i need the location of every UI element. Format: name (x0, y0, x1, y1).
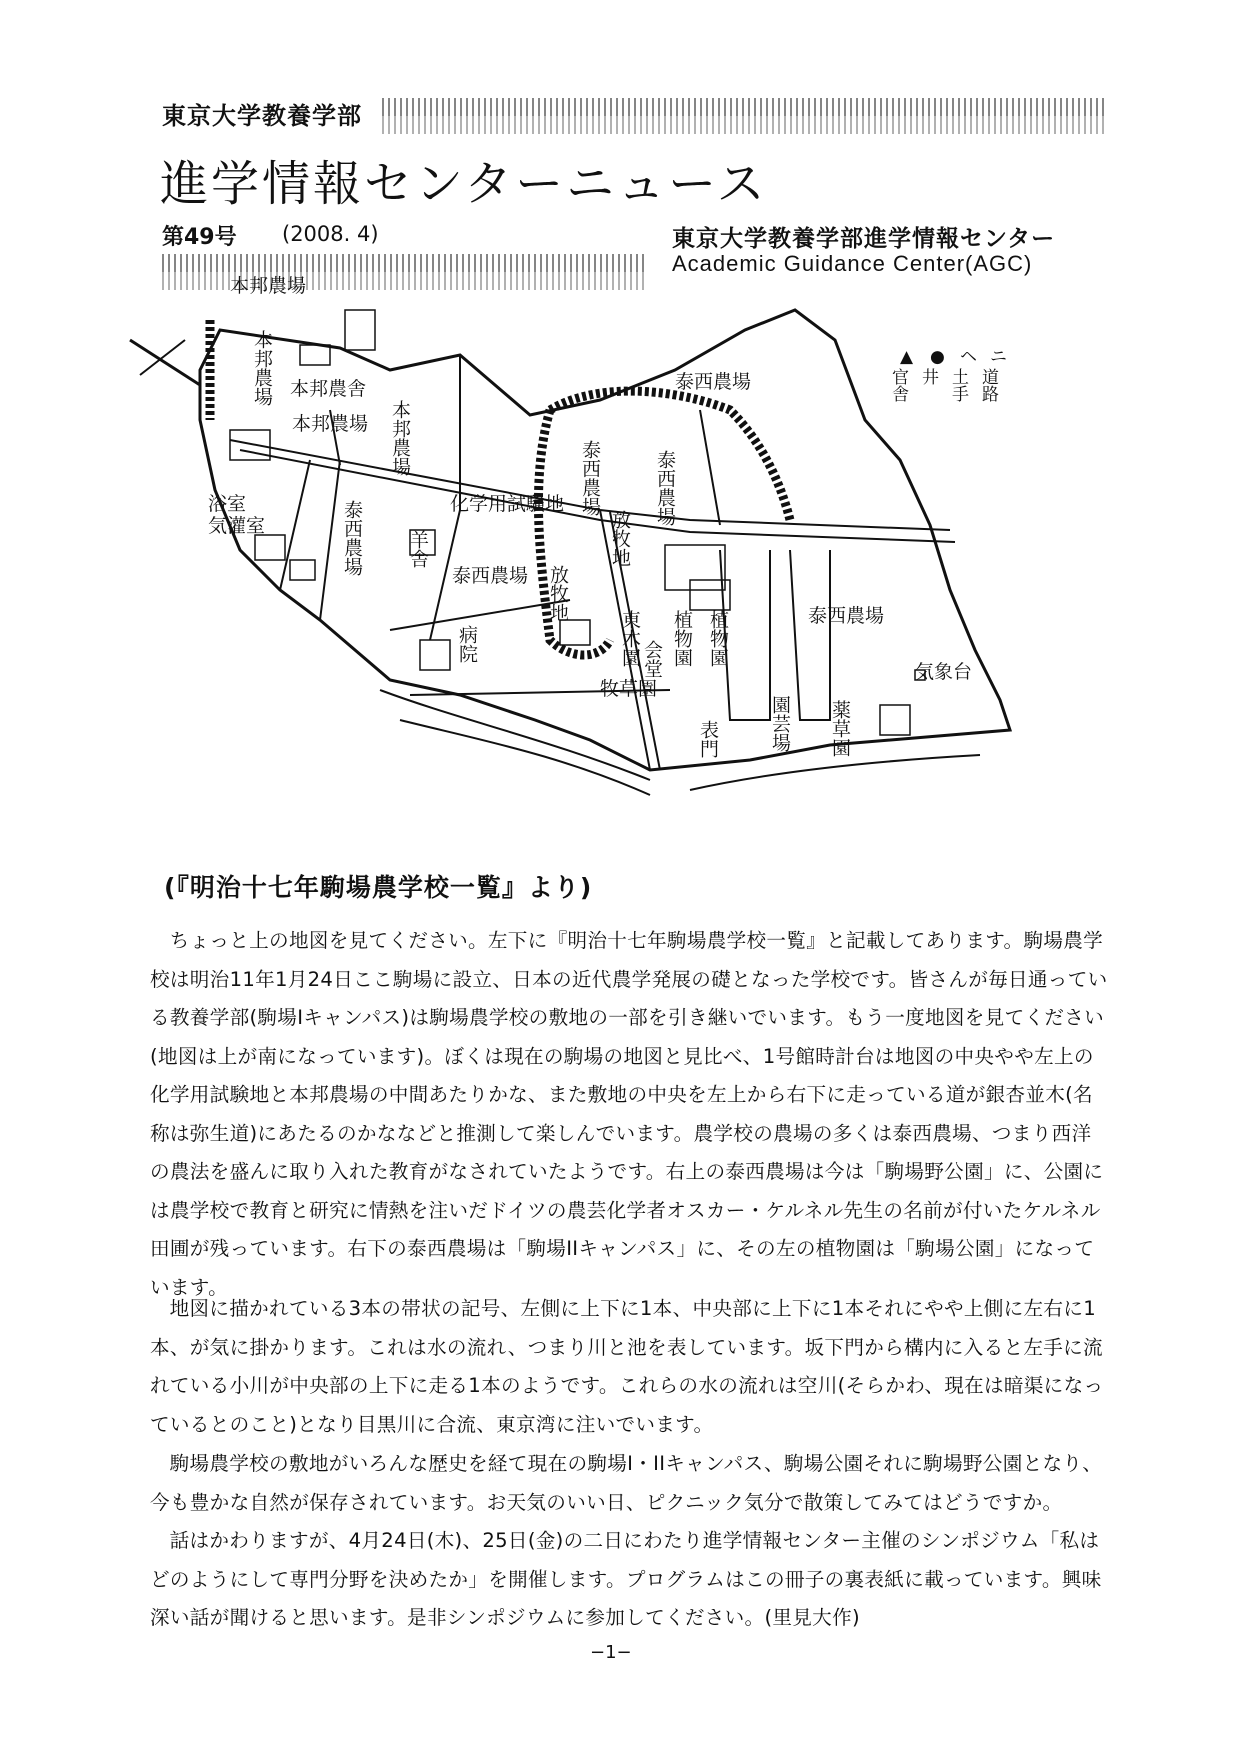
map-label: 本邦農場 (230, 275, 307, 297)
map-label: 気象台 (915, 661, 973, 683)
map-label: 園芸場 (769, 695, 791, 752)
map-label: 放牧地 (609, 510, 631, 567)
decorative-band-bottom (162, 254, 644, 272)
map-label: 本邦農場 (251, 330, 273, 406)
legend-label: 土手 (948, 368, 968, 402)
map-label: 植物園 (671, 610, 693, 667)
legend-label: 道路 (978, 368, 998, 402)
map-label: 本邦農舎 (290, 378, 367, 400)
map-label: 化学用試験地 (450, 493, 565, 515)
map-legend (888, 347, 1007, 402)
issue-number: 第49号 (162, 225, 237, 250)
legend-label: 官舎 (888, 368, 908, 402)
map-label: 薬草園 (829, 700, 851, 757)
map-label: 羊舎 (407, 530, 429, 568)
map-buildings (230, 310, 925, 735)
decorative-band-top-2 (382, 116, 1104, 134)
map-label: 泰西農場 (675, 371, 752, 393)
map-label: 東木園 (619, 610, 641, 667)
map-label: 本邦農場 (292, 413, 369, 435)
map-label: 泰西農場 (341, 500, 363, 576)
organization-title: 東京大学教養学部 (162, 102, 362, 130)
map-label: 放牧地 (547, 565, 569, 622)
newsletter-title: 進学情報センターニュース (160, 156, 768, 212)
legend-label: 井 (918, 368, 938, 385)
body-paragraph: 話はかわりますが、4月24日(木)、25日(金)の二日にわたり進学情報センター主催のシンポジウム「私はどのようにして専門分野を決めたか」を開催します。プログラムはこの冊子の裏表紙に載っています。興味深い話が聞けると思います。是非シンポジウムに参加してください。(里見大作) (150, 1529, 1102, 1629)
map-label: 泰西農場 (579, 440, 601, 516)
body-paragraph: 地図に描かれている3本の帯状の記号、左側に上下に1本、中央部に上下に1本それにやや上側に左右に1本、が気に掛かります。これは水の流れ、つまり川と池を表しています。坂下門から構内に入ると左手に流れている小川が中央部の上下に走る1本のようです。これらの水の流れは空川(そらかわ、現在は暗渠になっているとのこと)となり目黒川に合流、東京湾に注いでいます。 (150, 1297, 1104, 1436)
legend-symbol: ヘ (960, 347, 977, 367)
body-paragraph: ちょっと上の地図を見てください。左下に『明治十七年駒場農学校一覧』と記載してあります。駒場農学校は明治11年1月24日ここ駒場に設立、日本の近代農学発展の礎となった学校です。皆さんが毎日通っている教養学部(駒場Iキャンパス)は駒場農学校の敷地の一部を引き継いでいます。もう一度地図を見てください(地図は上が南になっています)。ぼくは現在の駒場の地図と見比べ、1号館時計台は地図の中央やや左上の化学用試験地と本邦農場の中間あたりかな、また敷地の中央を左上から右下に走っている道が銀杏並木(名称は弥生道)にあたるのかななどと推測して楽しんでいます。農学校の農場の多くは泰西農場、つまり西洋の農法を盛んに取り入れた教育がなされていたようです。右上の泰西農場は今は「駒場野公園」に、公園には農学校で教育と研究に情熱を注いだドイツの農芸化学者オスカー・ケルネル先生の名前が付いたケルネル田圃が残っています。右下の泰西農場は「駒場IIキャンパス」に、その左の植物園は「駒場公園」になっています。 (150, 929, 1108, 1299)
publisher-name-en: Academic Guidance Center(AGC) (672, 251, 1033, 276)
map-label: 気灌室 (208, 515, 266, 537)
map-label: 病院 (456, 625, 478, 663)
page-number: −1− (590, 1642, 632, 1663)
legend-symbol: ▲ (900, 347, 914, 367)
publisher-name-jp: 東京大学教養学部進学情報センター (672, 226, 1056, 252)
map-label: 表門 (697, 720, 719, 758)
map-label: 本邦農場 (389, 400, 411, 476)
map-label: 植物園 (707, 610, 729, 667)
map-label: 泰西農場 (452, 565, 529, 587)
komaba-campus-map (130, 275, 1115, 870)
map-label: 会堂 (641, 640, 663, 678)
legend-symbol: ● (930, 347, 945, 367)
map-caption: (『明治十七年駒場農学校一覧』より) (164, 873, 593, 902)
map-label: 泰西農場 (808, 605, 885, 627)
issue-date: (2008. 4) (282, 222, 379, 246)
legend-symbol: ニ (990, 347, 1007, 367)
body-paragraph: 駒場農学校の敷地がいろんな歴史を経て現在の駒場I・IIキャンパス、駒場公園それに駒場野公園となり、今も豊かな自然が保存されています。お天気のいい日、ピクニック気分で散策してみてはどうですか。 (150, 1452, 1103, 1514)
decorative-band-top (382, 98, 1104, 116)
map-label: 牧草園 (600, 678, 658, 700)
map-label: 浴室 (208, 493, 247, 515)
map-label: 泰西農場 (654, 450, 676, 526)
